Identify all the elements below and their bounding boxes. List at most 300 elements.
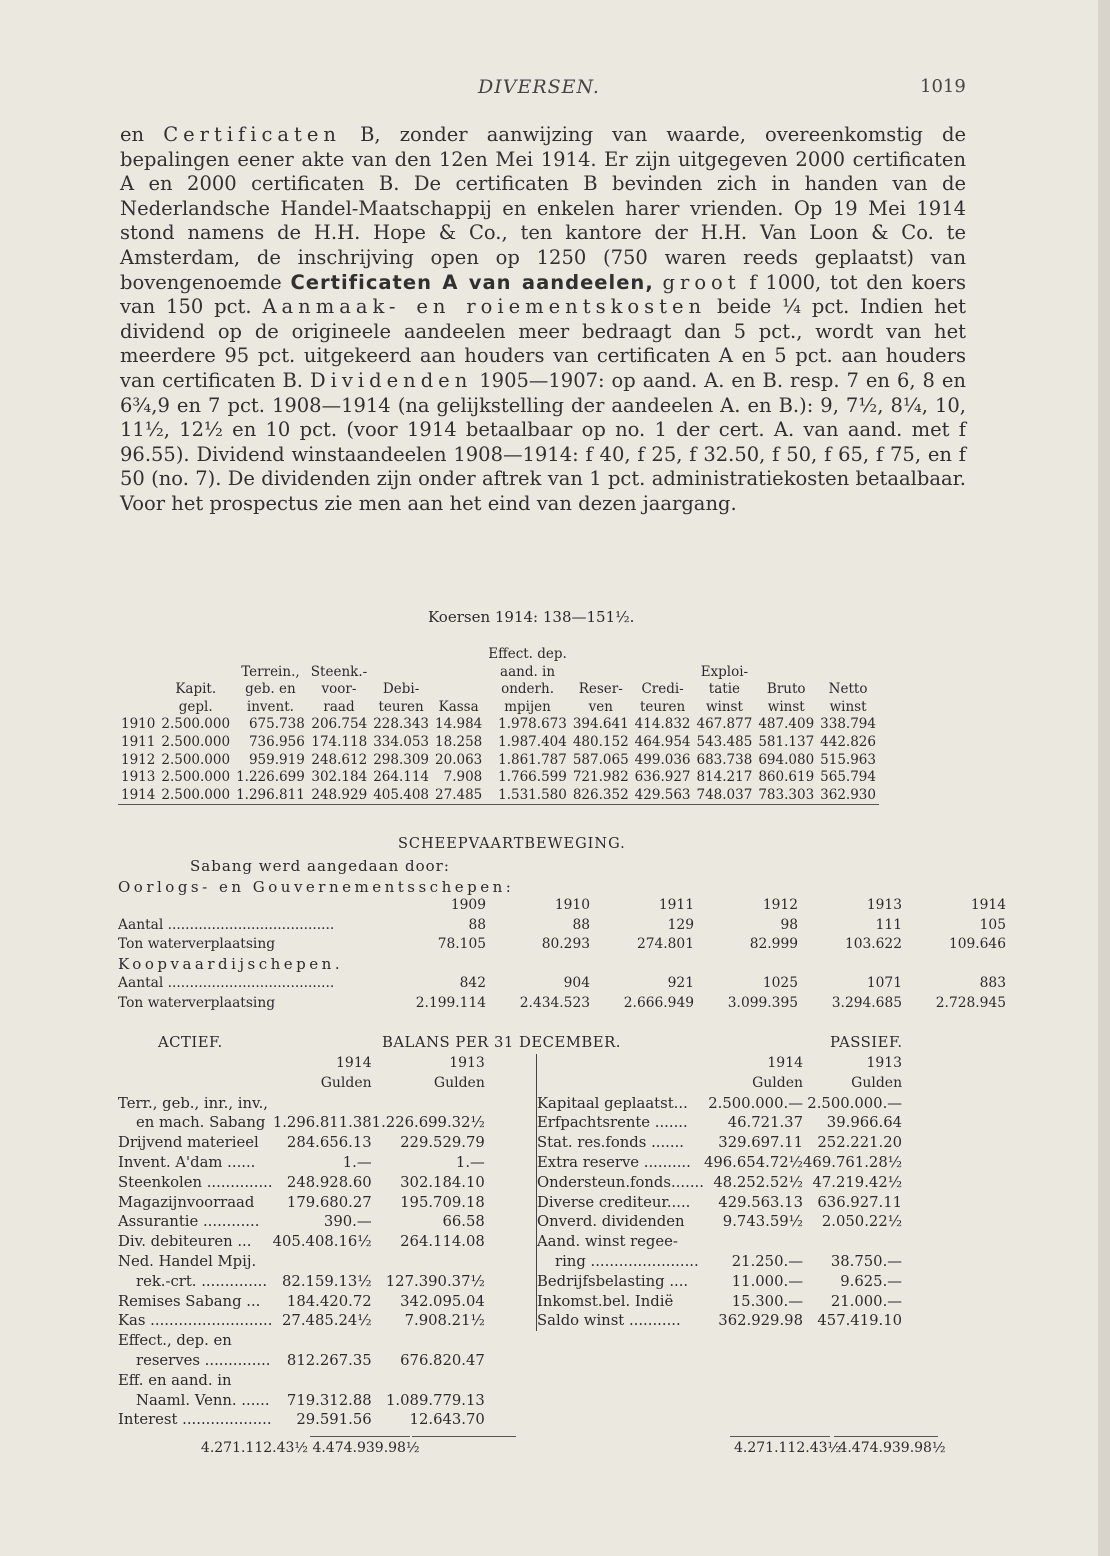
balance-value: 21.250.— [731, 1252, 804, 1270]
balance-row [118, 1272, 485, 1292]
table-cell: 362.930 [817, 787, 879, 805]
balance-value: 812.267.35 [286, 1351, 372, 1369]
running-header: DIVERSEN. [478, 76, 600, 98]
balance-row [118, 1252, 485, 1272]
balance-value: 405.408.16½ [272, 1233, 372, 1251]
year-cell: 1914 [970, 897, 1006, 913]
balance-label: Erfpachtsrente ....... [537, 1114, 688, 1132]
table-cell: 394.641 [572, 716, 629, 733]
balance-value [273, 1331, 372, 1351]
page-number: 1019 [920, 76, 966, 97]
table-cell: 442.826 [820, 733, 876, 750]
balance-value: 127.390.37½ [385, 1272, 485, 1290]
unit-row [537, 1074, 902, 1094]
blank-cell [537, 1054, 704, 1074]
header-cell [233, 646, 308, 664]
table-cell: 7.908 [443, 769, 483, 786]
table-row [118, 716, 879, 734]
table-cell: 480.152 [572, 733, 629, 750]
balance-value: 48.252.52½ [713, 1173, 804, 1191]
total-1913: 4.474.939.98½ [838, 1440, 946, 1456]
header-cell: geb. en [245, 681, 296, 698]
table-cell: 20.063 [435, 751, 483, 768]
table-cell: 814.217 [696, 769, 753, 786]
balance-value [704, 1232, 803, 1252]
unit-cell: Gulden [320, 1074, 372, 1091]
balance-value: 362.929.98 [718, 1312, 804, 1330]
balance-label: Inkomst.bel. Indië [537, 1292, 674, 1310]
table-cell: 487.409 [758, 716, 815, 733]
balance-value [372, 1094, 485, 1114]
header-cell: Steenk.- [310, 663, 368, 680]
financial-table [118, 646, 879, 805]
balance-row [118, 1232, 485, 1252]
balance-value: 66.58 [442, 1213, 485, 1231]
table-cell: 2.500.000 [161, 733, 231, 750]
blank-cell [118, 1054, 273, 1074]
balance-row [118, 1113, 485, 1133]
table-cell: 694.080 [758, 751, 815, 768]
shipping-table [118, 896, 1006, 1013]
year-cell: 1913 [449, 1055, 485, 1071]
group-row [118, 955, 1006, 975]
balance-value: 184.420.72 [286, 1292, 372, 1310]
liabilities-table [537, 1054, 902, 1331]
table-cell: 587.065 [572, 751, 629, 768]
spaced-term: Certificaten [163, 123, 341, 146]
balance-row [118, 1371, 485, 1391]
table-cell: 581.137 [758, 733, 815, 750]
table-cell: 515.963 [820, 751, 876, 768]
balance-value: 9.625.— [840, 1272, 903, 1290]
total-1914: 4.271.112.43½ [734, 1440, 842, 1456]
year-cell: 1912 [762, 897, 798, 913]
header-cell: voor- [321, 681, 357, 698]
balance-title: BALANS PER 31 DECEMBER. [382, 1034, 621, 1051]
header-cell: mpijen [504, 698, 551, 715]
unit-cell: Gulden [433, 1074, 485, 1091]
row-label: Ton waterverplaatsing [118, 936, 276, 952]
balance-value: 719.312.88 [286, 1391, 372, 1409]
balance-row [118, 1311, 485, 1331]
balance-row [537, 1292, 902, 1312]
balance-row [118, 1212, 485, 1232]
header-cell [755, 664, 817, 682]
header-cell [432, 681, 485, 699]
table-cell: 3.294.685 [831, 994, 902, 1011]
actief-heading: ACTIEF. [158, 1034, 223, 1051]
balance-label: Div. debiteuren ... [118, 1233, 252, 1251]
table-cell: 1911 [121, 733, 156, 750]
balance-value: 329.697.11 [718, 1134, 804, 1152]
balance-value: 39.966.64 [826, 1114, 903, 1132]
text-run: f 1000, tot den koers van 150 pct. [120, 270, 966, 319]
unit-cell: Gulden [752, 1074, 804, 1091]
balance-row [118, 1173, 485, 1193]
header-cell: Bruto [766, 681, 806, 698]
shipping-group-navy: Oorlogs- en Gouvernementsschepen: [118, 878, 515, 896]
header-cell [308, 646, 370, 664]
header-cell: winst [829, 698, 867, 715]
balance-value: 248.928.60 [286, 1173, 372, 1191]
total-1914: 4.271.112.43½ [200, 1440, 308, 1456]
year-cell: 1909 [450, 897, 486, 913]
table-cell: 543.485 [696, 733, 753, 750]
balance-label: Ned. Handel Mpij. [118, 1252, 257, 1270]
balance-value: 11.000.— [731, 1272, 804, 1290]
balance-value: 1.— [342, 1153, 372, 1171]
header-cell [570, 646, 632, 664]
bold-term: Certificaten A van aandeelen, [290, 270, 654, 294]
balance-value: 1.089.779.13 [386, 1391, 485, 1409]
balance-label: Magazijnvoorraad [118, 1193, 255, 1211]
table-cell: 405.408 [370, 787, 432, 805]
table-cell: 88 [572, 916, 590, 933]
spaced-term: groot [662, 270, 741, 294]
balance-row [118, 1193, 485, 1213]
blank-cell [537, 1074, 704, 1094]
balance-row [537, 1212, 902, 1232]
table-cell: 2.666.949 [623, 994, 694, 1011]
row-label: Ton waterverplaatsing [118, 994, 276, 1011]
table-cell: 860.619 [758, 769, 815, 786]
balance-value: 252.221.20 [817, 1134, 903, 1152]
table-cell: 748.037 [694, 787, 756, 805]
year-cell: 1910 [554, 897, 590, 913]
table-cell: 414.832 [634, 716, 691, 733]
table-cell: 248.612 [311, 751, 368, 768]
table-cell: 298.309 [373, 751, 430, 768]
table-row [118, 974, 1006, 994]
balance-value [372, 1371, 485, 1391]
table-cell: 1914 [118, 787, 158, 805]
year-cell: 1911 [658, 897, 694, 913]
table-cell: 921 [667, 975, 694, 991]
text-run: 1905—1907: op aand. A. en B. resp. 7 en 6, 8 en 6¾,9 en 7 pct. 1908—1914 (na gelijkstelling der aandeelen A. en B.): 9, 7½, 8¼, 10, 11½, 12½ en 10 pct. (voor 1914 betaalbaar op no. 1 der cert. A. van aand. met f 96.55). Dividend winstaandeelen 1908—1914: f 40, f 25, f 32.50, f 50, f 65, f 75, en f 50 (no. 7). De dividenden zijn onder aftrek van 1 pct. administratiekosten betaalbaar. Voor het prospectus zie men aan het eind van dezen jaargang. [120, 368, 966, 515]
balance-value: 38.750.— [830, 1252, 903, 1270]
table-header-row [118, 681, 879, 699]
table-cell: 683.738 [696, 751, 753, 768]
balance-label: Assurantie ............ [118, 1213, 260, 1231]
table-cell: 675.738 [248, 716, 305, 733]
balance-value [372, 1252, 485, 1272]
header-cell: raad [323, 698, 355, 715]
table-cell: 1910 [121, 716, 156, 733]
balance-row [118, 1410, 485, 1430]
balance-value [803, 1232, 902, 1252]
header-cell: Credi- [641, 681, 684, 698]
balance-value: 82.159.13½ [282, 1272, 372, 1290]
balance-value: 496.654.72½ [703, 1153, 804, 1171]
table-cell: 109.646 [948, 936, 1006, 952]
header-cell [370, 646, 432, 664]
header-cell: Netto [828, 681, 868, 698]
header-cell: winst [705, 698, 743, 715]
header-cell: tatie [708, 681, 741, 698]
table-cell: 499.036 [634, 751, 691, 768]
table-cell: 464.954 [634, 733, 691, 750]
header-cell [118, 646, 158, 664]
year-cell: 1914 [767, 1055, 804, 1071]
table-cell: 248.929 [308, 787, 370, 805]
header-cell [118, 699, 158, 717]
balance-row [118, 1391, 485, 1411]
table-cell: 2.500.000 [161, 716, 231, 733]
table-cell: 842 [459, 975, 486, 991]
table-cell: 2.500.000 [161, 769, 231, 786]
balance-value: 47.219.42½ [812, 1173, 903, 1191]
header-cell [370, 664, 432, 682]
balance-label: Diverse crediteur..... [537, 1193, 691, 1211]
table-cell: 103.622 [844, 936, 902, 952]
row-label: Aantal ...................................... [118, 916, 335, 933]
blank-cell [118, 1074, 273, 1094]
table-cell: 302.184 [311, 769, 368, 786]
unit-cell: Gulden [851, 1074, 903, 1091]
table-cell: 636.927 [634, 769, 691, 786]
header-cell: Terrein., [241, 663, 300, 680]
spaced-term: Dividenden [309, 368, 473, 392]
table-cell: 105 [979, 916, 1006, 933]
table-cell: 2.199.114 [415, 994, 486, 1011]
balance-label: ring ....................... [555, 1252, 699, 1270]
balance-label: Terr., geb., inr., inv., [118, 1094, 269, 1112]
header-cell: teuren [378, 698, 424, 715]
balance-value: 1.226.699.32½ [371, 1114, 485, 1132]
balance-value: 457.419.10 [817, 1312, 903, 1330]
balance-value: 229.529.79 [400, 1134, 485, 1152]
balance-label: Effect., dep. en [118, 1332, 232, 1350]
balance-value: 46.721.37 [727, 1114, 804, 1132]
balance-row [118, 1331, 485, 1351]
balance-row [537, 1133, 902, 1153]
table-cell: 80.293 [541, 936, 590, 952]
table-cell: 883 [979, 975, 1006, 991]
header-cell: aand. in [500, 663, 556, 680]
balance-row [537, 1113, 902, 1133]
total-rule [310, 1436, 410, 1437]
table-cell: 565.794 [820, 769, 876, 786]
balance-row [537, 1094, 902, 1114]
table-cell: 82.999 [749, 936, 798, 952]
balance-label: Ondersteun.fonds....... [537, 1173, 704, 1191]
table-cell: 98 [780, 916, 798, 933]
table-cell: 904 [563, 975, 590, 991]
total-1913: 4.474.939.98½ [312, 1440, 420, 1456]
balance-label: Remises Sabang ... [118, 1292, 261, 1310]
table-header-row [118, 699, 879, 717]
year-cell: 1914 [336, 1055, 372, 1071]
table-cell: 88 [468, 916, 486, 933]
header-cell: onderh. [501, 681, 554, 698]
balance-row [118, 1292, 485, 1312]
table-cell: 1.978.673 [498, 716, 567, 733]
balance-label: Stat. res.fonds ....... [537, 1134, 684, 1152]
table-row [118, 769, 879, 787]
table-cell: 1913 [121, 769, 156, 786]
header-cell [755, 646, 817, 664]
balance-value: 1.— [455, 1153, 485, 1171]
balance-value: 342.095.04 [400, 1292, 485, 1310]
table-cell: 2.500.000 [161, 751, 231, 768]
body-paragraph [120, 123, 966, 517]
balance-row [118, 1094, 485, 1114]
balance-value: 264.114.08 [400, 1233, 485, 1251]
balance-value: 390.— [323, 1213, 372, 1231]
balance-value [273, 1371, 372, 1391]
table-cell: 783.303 [755, 787, 817, 805]
table-cell: 826.352 [570, 787, 632, 805]
balance-row [537, 1153, 902, 1173]
balance-value: 15.300.— [731, 1292, 804, 1310]
table-cell: 959.919 [248, 751, 305, 768]
years-row [118, 896, 1006, 916]
table-cell: 334.053 [373, 733, 430, 750]
table-header-row [118, 664, 879, 682]
header-cell [158, 664, 233, 682]
balance-value: 27.485.24½ [282, 1312, 372, 1330]
balance-row [118, 1153, 485, 1173]
balance-value: 636.927.11 [817, 1193, 903, 1211]
table-cell: 1.766.599 [498, 769, 567, 786]
header-cell [432, 646, 485, 664]
table-cell: 3.099.395 [727, 994, 798, 1011]
table-cell: 1.296.811 [233, 787, 308, 805]
balance-value: 284.656.13 [286, 1134, 372, 1152]
table-cell: 14.984 [435, 716, 483, 733]
table-cell: 18.258 [435, 733, 483, 750]
table-cell: 2.500.000 [158, 787, 233, 805]
header-cell [570, 664, 632, 682]
text-run: B, zonder aanwijzing van waarde, overeenkomstig de bepalingen eener akte van den 12en Mei 1914. Er zijn uitgegeven 2000 certificaten A en 2000 certificaten B. De certificaten B bevinden zich in handen van de Nederlandsche Handel-Maatschappij en enkelen harer vrienden. Op 19 Mei 1914 stond namens de H.H. Hope & Co., ten kantore der H.H. Van Loon & Co. te Amsterdam, de inschrijving open op 1250 (750 waren reeds geplaatst) van bovengenoemde [120, 123, 966, 294]
balance-value: 302.184.10 [400, 1173, 485, 1191]
header-cell: invent. [246, 698, 294, 715]
table-cell: 2.728.945 [935, 994, 1006, 1011]
balance-label: Bedrijfsbelasting .... [537, 1272, 689, 1290]
table-cell: 274.801 [636, 936, 694, 952]
balance-label: Invent. A'dam ...... [118, 1153, 256, 1171]
balance-row [537, 1173, 902, 1193]
balance-value [273, 1252, 372, 1272]
header-cell: winst [767, 698, 805, 715]
balance-value: 429.563.13 [718, 1193, 804, 1211]
spaced-term: Aanmaak- en roiementskosten [262, 295, 707, 319]
header-cell [632, 664, 694, 682]
table-cell: 228.343 [373, 716, 430, 733]
table-header-row [118, 646, 879, 664]
table-cell: 1.861.787 [498, 751, 567, 768]
header-cell: gepl. [178, 698, 213, 715]
balance-label: reserves .............. [136, 1351, 271, 1369]
balance-row [537, 1272, 902, 1292]
balance-row [118, 1133, 485, 1153]
assets-column [118, 1054, 532, 1430]
total-rule [834, 1436, 938, 1437]
balance-label: Onverd. dividenden [537, 1213, 685, 1231]
balance-label: Naaml. Venn. ...... [136, 1391, 270, 1409]
balance-value: 195.709.18 [400, 1193, 485, 1211]
header-cell [632, 646, 694, 664]
table-cell: 1.531.580 [485, 787, 570, 805]
table-cell: 736.956 [248, 733, 305, 750]
shipping-group-merchant: Koopvaardijschepen. [118, 954, 344, 973]
header-cell: Reser- [578, 681, 623, 698]
balance-label: Saldo winst ........... [537, 1312, 681, 1330]
balance-value: 1.296.811.38 [272, 1114, 372, 1132]
header-cell: Kassa [438, 698, 479, 715]
header-cell [817, 664, 879, 682]
table-row [118, 916, 1006, 936]
table-cell: 264.114 [373, 769, 430, 786]
text-run: beide ¼ pct. Indien het dividend op de origineele aandeelen meer bedraagt dan 5 pct., wordt van het meerdere 95 pct. uitgekeerd aan houders van certificaten A en 5 pct. aan houders van certificaten B. [120, 295, 967, 392]
balance-row [537, 1252, 902, 1272]
balance-label: rek.-crt. .............. [136, 1272, 268, 1290]
table-cell: 174.118 [311, 733, 368, 750]
shipping-subtitle: Sabang werd aangedaan door: [190, 857, 450, 875]
balance-row [118, 1351, 485, 1371]
blank-cell [118, 896, 382, 916]
balance-value: 469.761.28½ [803, 1153, 903, 1171]
row-label: Aantal ...................................... [118, 975, 335, 991]
table-row [118, 935, 1006, 955]
table-cell: 721.982 [572, 769, 629, 786]
balance-row [537, 1311, 902, 1331]
assets-totals [196, 1440, 420, 1456]
balance-label: Extra reserve .......... [537, 1153, 691, 1171]
balance-value [372, 1331, 485, 1351]
header-cell [432, 664, 485, 682]
header-cell [817, 646, 879, 664]
passief-heading: PASSIEF. [830, 1034, 903, 1051]
text-run: en [120, 123, 145, 146]
shipping-title: SCHEEPVAARTBEWEGING. [398, 836, 626, 852]
balance-value: 29.591.56 [296, 1411, 372, 1429]
balance-value: 21.000.— [830, 1292, 903, 1310]
header-cell: Debi- [382, 681, 420, 698]
table-cell: 1.226.699 [236, 769, 305, 786]
balance-label: Interest ................... [118, 1411, 272, 1429]
header-cell [118, 664, 158, 682]
table-cell: 2.434.523 [519, 994, 590, 1011]
assets-table [118, 1054, 485, 1430]
balance-value: 7.908.21½ [404, 1312, 485, 1330]
header-cell [694, 646, 756, 664]
balance-label: Steenkolen .............. [118, 1173, 273, 1191]
table-row [118, 752, 879, 770]
balance-value: 2.500.000.— [807, 1094, 903, 1112]
price-range: Koersen 1914: 138—151½. [428, 608, 635, 626]
table-cell: 1025 [762, 975, 798, 991]
header-cell [158, 646, 233, 664]
table-cell: 78.105 [437, 936, 486, 952]
table-cell: 338.794 [820, 716, 876, 733]
balance-label: Eff. en aand. in [118, 1371, 232, 1389]
balance-label: en mach. Sabang [136, 1114, 266, 1132]
balance-value: 676.820.47 [400, 1351, 485, 1369]
balance-value: 2.500.000.— [708, 1094, 804, 1112]
table-cell: 429.563 [632, 787, 694, 805]
header-cell [118, 681, 158, 699]
table-cell: 111 [875, 916, 902, 933]
balance-label: Aand. winst regee- [537, 1233, 678, 1251]
balance-row [537, 1232, 902, 1252]
table-row [118, 994, 1006, 1014]
table-cell: 206.754 [311, 716, 368, 733]
year-cell: 1913 [866, 1055, 903, 1071]
header-cell: teuren [639, 698, 686, 715]
page-edge [1098, 0, 1110, 1556]
balance-value: 9.743.59½ [722, 1213, 804, 1231]
